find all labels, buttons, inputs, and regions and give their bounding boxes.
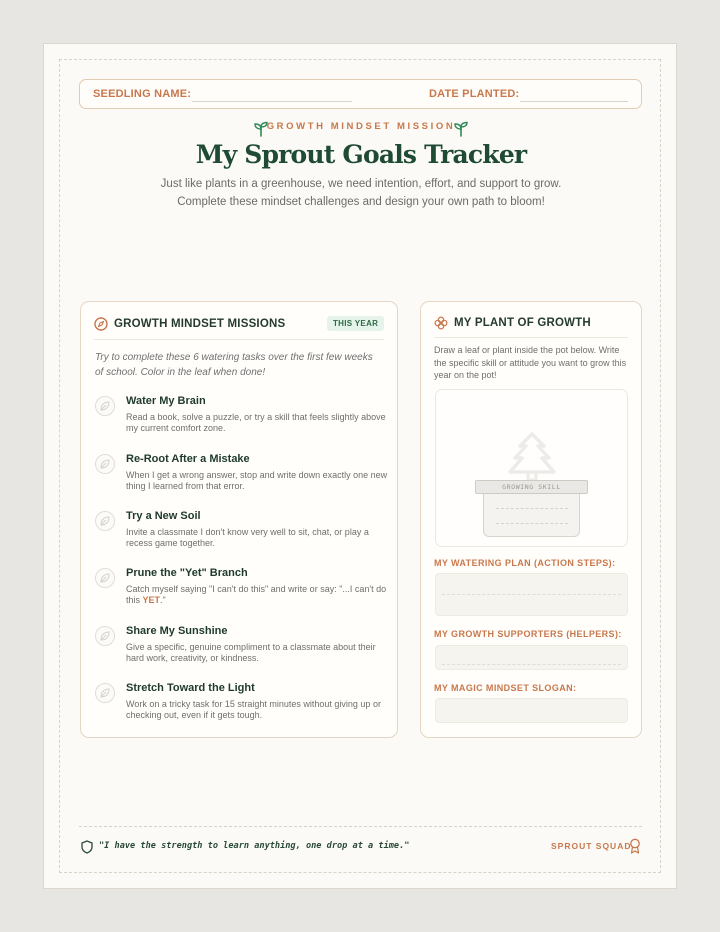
worksheet-page (43, 43, 677, 889)
plant-instructions: Draw a leaf or plant inside the pot below. Write the specific skill or attitude you want to grow this year on the pot! (434, 345, 627, 380)
plant-card (420, 301, 642, 738)
mission-item (95, 509, 387, 559)
mission-description: Read a book, solve a puzzle, or try a skill that feels slightly above my current comfort zone. (126, 412, 386, 433)
leaf-icon (99, 515, 111, 527)
plant-drawing-area[interactable] (435, 389, 628, 547)
pot-write-line (496, 508, 568, 509)
supporters-field[interactable] (435, 645, 628, 670)
write-line (442, 664, 621, 665)
mission-title: Try a New Soil (126, 510, 201, 522)
leaf-icon (99, 458, 111, 470)
mission-title: Prune the "Yet" Branch (126, 567, 248, 579)
leaf-checkbox[interactable] (95, 511, 115, 531)
mission-title: Water My Brain (126, 395, 206, 407)
supporters-label: MY GROWTH SUPPORTERS (HELPERS): (434, 629, 622, 639)
date-planted-line[interactable] (520, 101, 628, 102)
leaf-icon (99, 630, 111, 642)
mission-description: When I get a wrong answer, stop and write down exactly one new thing I learned from that error. (126, 470, 388, 491)
page-title: My Sprout Goals Tracker (195, 140, 527, 169)
yet-highlight: YET (142, 595, 161, 605)
leaf-icon (99, 400, 111, 412)
leaf-checkbox[interactable] (95, 568, 115, 588)
leaf-checkbox[interactable] (95, 683, 115, 703)
slogan-label: MY MAGIC MINDSET SLOGAN: (434, 683, 577, 693)
watering-plan-field[interactable] (435, 573, 628, 616)
name-date-bar (79, 79, 642, 109)
leaf-checkbox[interactable] (95, 626, 115, 646)
pot-body[interactable] (483, 494, 580, 537)
pot-rim: GROWING SKILL (475, 480, 588, 494)
seedling-name-line[interactable] (192, 101, 352, 102)
plant-title: MY PLANT OF GROWTH (454, 317, 591, 329)
write-line (442, 594, 621, 595)
this-year-badge: THIS YEAR (327, 316, 384, 331)
mission-description: Work on a tricky task for 15 straight minutes without giving up or checking out, even if it gets tough. (126, 699, 381, 720)
seedling-name-label: SEEDLING NAME: (93, 88, 192, 100)
mission-description: Give a specific, genuine compliment to a classmate about their hard work, creativity, or kindness. (126, 642, 376, 663)
mission-description (126, 584, 388, 606)
pot-write-line (496, 523, 568, 524)
compass-icon (94, 317, 108, 331)
leaf-icon (99, 572, 111, 584)
watering-plan-label: MY WATERING PLAN (ACTION STEPS): (434, 558, 616, 568)
shield-icon (81, 840, 93, 854)
footer-quote: "I have the strength to learn anything, one drop at a time." (99, 841, 410, 851)
mission-item (95, 394, 387, 444)
mission-item (95, 624, 387, 674)
leaf-icon (99, 687, 111, 699)
mission-item (95, 566, 387, 616)
mission-item (95, 452, 387, 502)
mission-description-end: ." (160, 595, 166, 605)
subtitle-line-1: Just like plants in a greenhouse, we need intention, effort, and support to grow. (160, 178, 562, 190)
missions-intro: Try to complete these 6 watering tasks over the first few weeks of school. Color in the leaf when done! (95, 352, 373, 378)
tree-outline-icon (504, 432, 560, 482)
mission-title: Stretch Toward the Light (126, 682, 255, 694)
divider (434, 337, 628, 338)
footer-divider (79, 826, 642, 827)
mission-description: Invite a classmate I don't know very well to sit, chat, or play a recess game together. (126, 527, 369, 548)
missions-title: GROWTH MINDSET MISSIONS (114, 318, 286, 330)
flower-icon (434, 316, 448, 330)
eyebrow-text: GROWTH MINDSET MISSION (266, 121, 456, 132)
date-planted-label: DATE PLANTED: (429, 88, 520, 100)
brand-name: SPROUT SQUAD (551, 841, 632, 851)
mission-description-text: Catch myself saying "I can't do this" and write or say: "...I can't do this (126, 584, 387, 605)
mission-title: Share My Sunshine (126, 625, 228, 637)
sprout-icon (453, 121, 469, 137)
subtitle-line-2: Complete these mindset challenges and design your own path to bloom! (177, 196, 545, 208)
missions-card (80, 301, 398, 738)
award-ribbon-icon (629, 838, 641, 854)
mission-item (95, 681, 387, 731)
mission-title: Re-Root After a Mistake (126, 453, 250, 465)
divider (94, 339, 384, 340)
leaf-checkbox[interactable] (95, 454, 115, 474)
leaf-checkbox[interactable] (95, 396, 115, 416)
slogan-field[interactable] (435, 698, 628, 723)
